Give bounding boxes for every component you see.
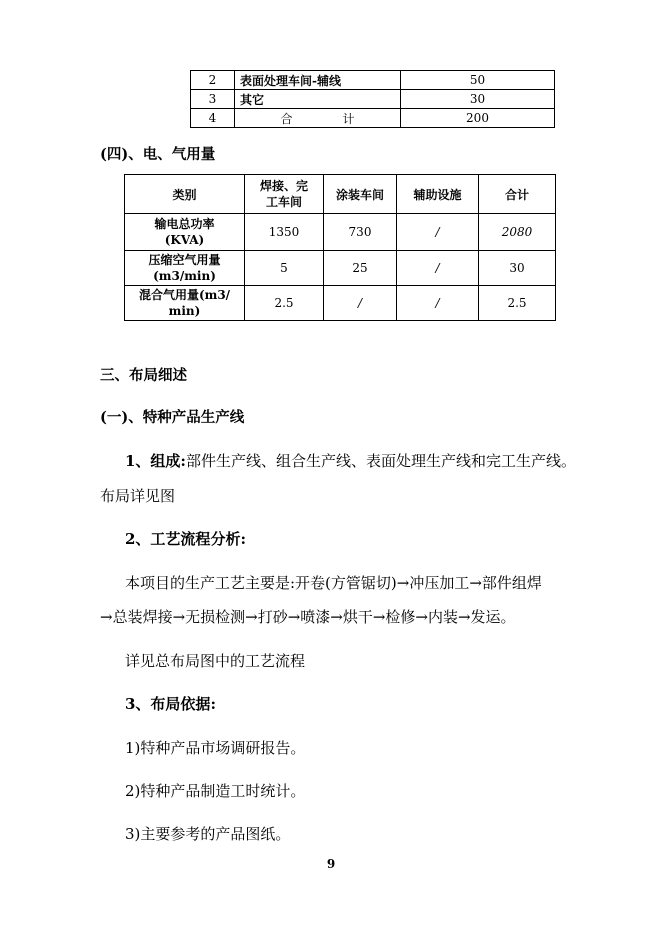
table-row bbox=[125, 251, 556, 286]
table-cell: 2.5 bbox=[479, 286, 556, 321]
item-text: 部件生产线、组合生产线、表面处理生产线和完工生产线。 bbox=[185, 452, 576, 470]
table-row-total bbox=[191, 109, 555, 128]
table-cell: 3 bbox=[191, 90, 235, 109]
section-heading-3: 三、布局细述 bbox=[100, 367, 187, 384]
table-cell: / bbox=[397, 286, 479, 321]
table-row bbox=[191, 71, 555, 90]
label-line: 混合气用量(m3/ bbox=[138, 288, 231, 302]
paragraph: 详见总布局图中的工艺流程 bbox=[125, 652, 306, 670]
table-cell: / bbox=[397, 251, 479, 286]
item-title: 1、组成: bbox=[125, 452, 186, 470]
header-cell: 类别 bbox=[125, 175, 245, 214]
table-cell: 730 bbox=[324, 214, 397, 251]
label-line: (m3/min) bbox=[153, 269, 216, 283]
list-item: 3)主要参考的产品图纸。 bbox=[125, 825, 291, 843]
subsection-heading: (一)、特种产品生产线 bbox=[100, 409, 245, 426]
row-label bbox=[125, 251, 245, 286]
header-line: 工车间 bbox=[265, 195, 302, 209]
paragraph-continuation: →总装焊接→无损检测→打砂→喷漆→烘干→检修→内装→发运。 bbox=[100, 608, 516, 626]
total-label-a: 合 bbox=[280, 111, 293, 126]
table-cell: / bbox=[397, 214, 479, 251]
table-cell: / bbox=[324, 286, 397, 321]
summary-table bbox=[190, 70, 555, 128]
total-label-b: 计 bbox=[342, 111, 355, 126]
table-cell: 2 bbox=[191, 71, 235, 90]
table-cell: 25 bbox=[324, 251, 397, 286]
label-line: 压缩空气用量 bbox=[148, 253, 221, 267]
table-cell: 4 bbox=[191, 109, 235, 128]
list-item: 2)特种产品制造工时统计。 bbox=[125, 782, 306, 800]
paragraph bbox=[125, 450, 576, 471]
table-cell: 表面处理车间-辅线 bbox=[235, 71, 401, 90]
header-line: 焊接、完 bbox=[259, 179, 308, 193]
header-cell: 合计 bbox=[479, 175, 556, 214]
label-line: min) bbox=[168, 304, 201, 318]
header-cell bbox=[245, 175, 324, 214]
item-title: 3、布局依据: bbox=[125, 695, 216, 713]
table-cell: 2.5 bbox=[245, 286, 324, 321]
table-cell: 30 bbox=[401, 90, 555, 109]
table-row bbox=[125, 286, 556, 321]
table-cell: 1350 bbox=[245, 214, 324, 251]
section-heading-4: (四)、电、气用量 bbox=[100, 146, 216, 163]
header-cell: 辅助设施 bbox=[397, 175, 479, 214]
table-cell: 50 bbox=[401, 71, 555, 90]
row-label bbox=[125, 286, 245, 321]
item-title: 2、工艺流程分析: bbox=[125, 530, 246, 548]
paragraph: 本项目的生产工艺主要是:开卷(方管锯切)→冲压加工→部件组焊 bbox=[125, 574, 542, 592]
page-number: 9 bbox=[326, 857, 336, 871]
table-row bbox=[191, 90, 555, 109]
header-cell: 涂装车间 bbox=[324, 175, 397, 214]
table-cell: 2080 bbox=[479, 214, 556, 251]
table-row bbox=[125, 214, 556, 251]
label-line: 输电总功率 bbox=[154, 217, 215, 231]
table-cell: 200 bbox=[401, 109, 555, 128]
row-label bbox=[125, 214, 245, 251]
total-label-cell bbox=[235, 109, 401, 128]
list-item: 1)特种产品市场调研报告。 bbox=[125, 739, 306, 757]
utility-table bbox=[124, 174, 556, 321]
paragraph-continuation: 布局详见图 bbox=[100, 487, 176, 505]
label-line: (KVA) bbox=[164, 233, 205, 247]
table-header-row bbox=[125, 175, 556, 214]
table-cell: 5 bbox=[245, 251, 324, 286]
table-cell: 其它 bbox=[235, 90, 401, 109]
table-cell: 30 bbox=[479, 251, 556, 286]
